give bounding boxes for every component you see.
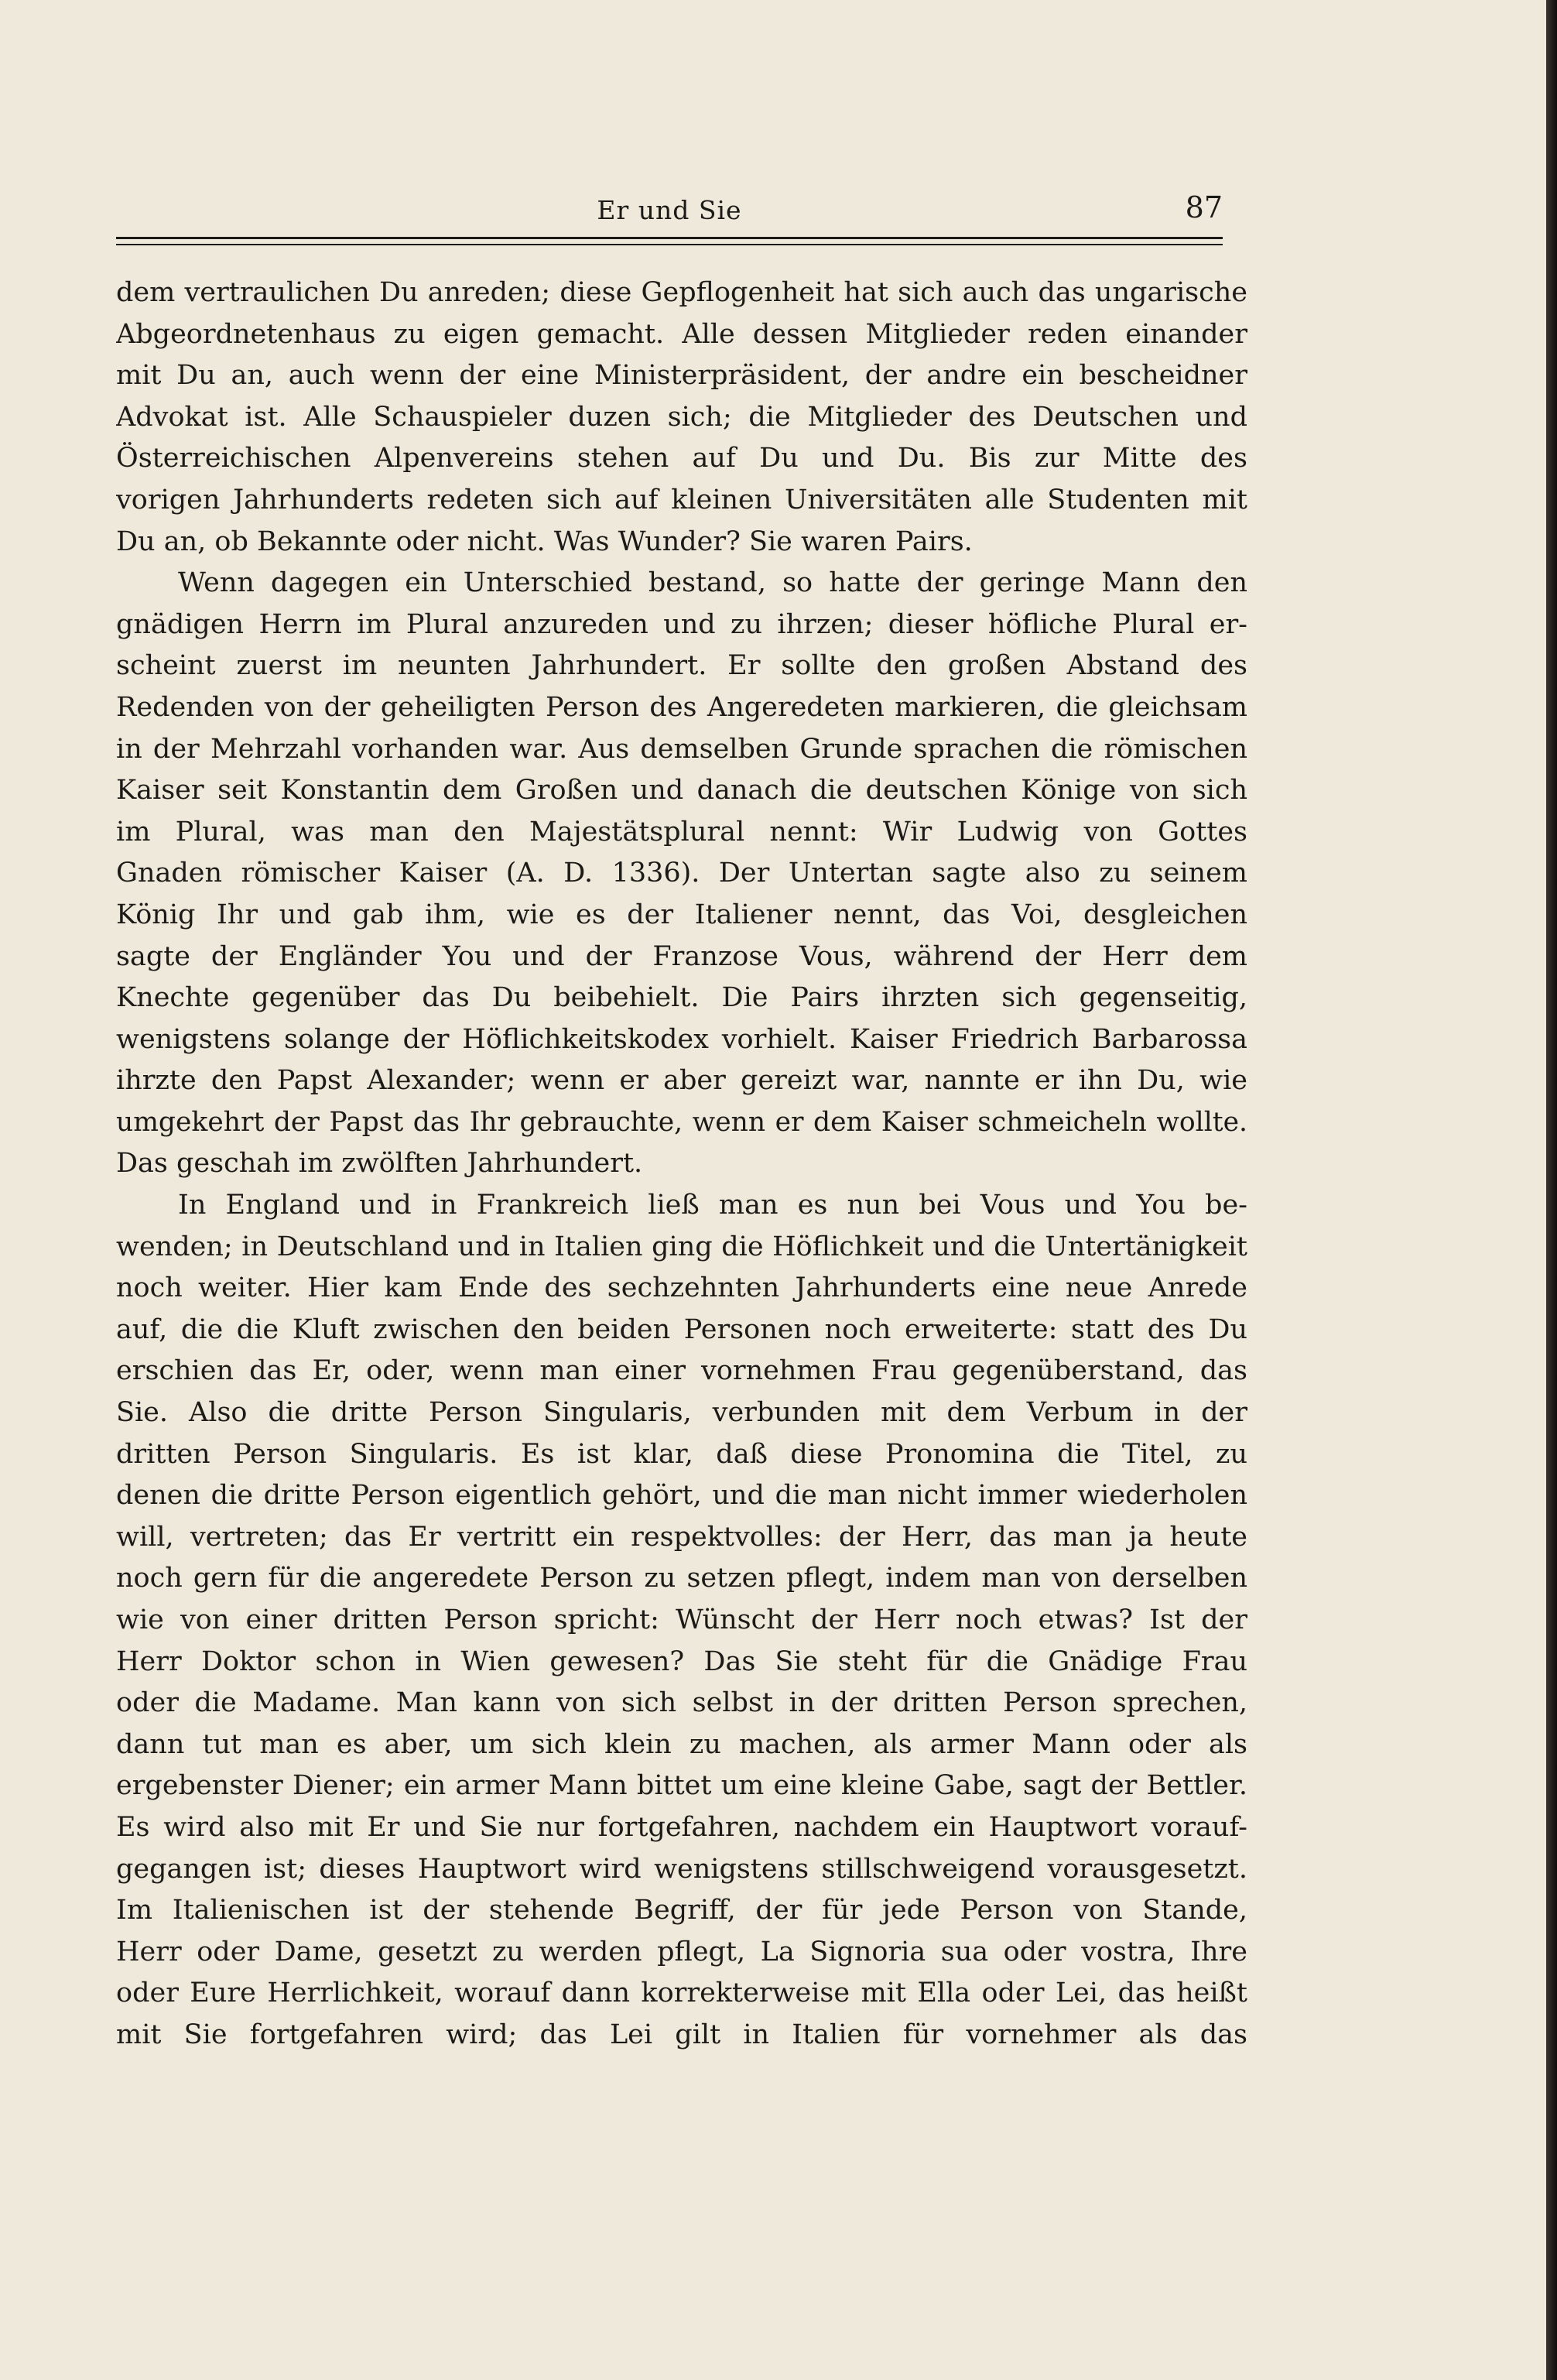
text-line: In England und in Frankreich ließ man es nun bei Vous und You be- [178,1190,1247,1221]
text-line: vorigen Jahrhunderts redeten sich auf kleinen Universitäten alle Studenten mit [116,484,1247,515]
text-line: Herr Doktor schon in Wien gewesen? Das Sie steht für die Gnädige Frau [116,1645,1247,1677]
text-line: Kaiser seit Konstantin dem Großen und danach die deutschen Könige von sich [116,775,1247,806]
text-line: erschien das Er, oder, wenn man einer vornehmen Frau gegenüberstand, das [116,1355,1247,1387]
text-line: Redenden von der geheiligten Person des Angeredeten markieren, die gleichsam [116,691,1247,723]
text-line: auf, die die Kluft zwischen den beiden Personen noch erweiterte: statt des Du [116,1313,1247,1345]
text-line: umgekehrt der Papst das Ihr gebrauchte, wenn er dem Kaiser schmeicheln wollte. [116,1106,1247,1138]
text-line: Abgeordnetenhaus zu eigen gemacht. Alle dessen Mitglieder reden einander [116,318,1247,350]
text-line: sagte der Engländer You und der Franzose Vous, während der Herr dem [116,940,1247,972]
text-line: ihrzte den Papst Alexander; wenn er aber gereizt war, nannte er ihn Du, wie [116,1065,1247,1097]
text-line: mit Sie fortgefahren wird; das Lei gilt in Italien für vornehmer als das [116,2019,1247,2050]
page-number: 87 [1185,190,1223,224]
body-text [116,272,1247,2056]
text-line: Wenn dagegen ein Unterschied bestand, so hatte der geringe Mann den [178,567,1247,599]
text-line: Im Italienischen ist der stehende Begriff, der für jede Person von Stande, [116,1895,1247,1926]
text-line: Gnaden römischer Kaiser (A. D. 1336). Der Untertan sagte also zu seinem [116,858,1247,889]
text-line: König Ihr und gab ihm, wie es der Italiener nennt, das Voi, desgleichen [116,899,1247,930]
text-line: oder Eure Herrlichkeit, worauf dann korrekterweise mit Ella oder Lei, das heißt [116,1978,1247,2009]
text-line: gegangen ist; dieses Hauptwort wird wenigstens stillschweigend vorausgesetzt. [116,1853,1247,1885]
text-line: mit Du an, auch wenn der eine Ministerpräsident, der andre ein bescheidner [116,360,1247,392]
text-line: wenden; in Deutschland und in Italien ging die Höflichkeit und die Untertänigkeit [116,1231,1247,1262]
text-line: Das geschah im zwölften Jahrhundert. [116,1148,643,1180]
text-line: dann tut man es aber, um sich klein zu machen, als armer Mann oder als [116,1728,1247,1760]
text-line: scheint zuerst im neunten Jahrhundert. Er sollte den großen Abstand des [116,650,1247,682]
text-line: oder die Madame. Man kann von sich selbst in der dritten Person sprechen, [116,1687,1247,1719]
text-line: dritten Person Singularis. Es ist klar, daß diese Pronomina die Titel, zu [116,1438,1247,1470]
header-rule-bottom [116,244,1223,245]
text-line: Advokat ist. Alle Schauspieler duzen sich; die Mitglieder des Deutschen und [116,401,1247,433]
text-line: Du an, ob Bekannte oder nicht. Was Wunder? Sie waren Pairs. [116,526,973,557]
running-header [116,189,1223,235]
text-line: wenigstens solange der Höflichkeitskodex vorhielt. Kaiser Friedrich Barbarossa [116,1023,1247,1055]
text-line: denen die dritte Person eigentlich gehört, und die man nicht immer wiederholen [116,1480,1247,1512]
text-line: will, vertreten; das Er vertritt ein respektvolles: der Herr, das man ja heute [116,1521,1247,1553]
text-line: ergebenster Diener; ein armer Mann bittet um eine kleine Gabe, sagt der Bettler. [116,1770,1247,1802]
text-line: noch gern für die angeredete Person zu setzen pflegt, indem man von derselben [116,1563,1247,1594]
text-line: gnädigen Herrn im Plural anzureden und zu ihrzen; dieser höfliche Plural er- [116,608,1247,640]
text-line: Sie. Also die dritte Person Singularis, verbunden mit dem Verbum in der [116,1397,1247,1429]
text-line: Es wird also mit Er und Sie nur fortgefahren, nachdem ein Hauptwort vorauf- [116,1811,1247,1843]
text-line: dem vertraulichen Du anreden; diese Gepflogenheit hat sich auch das ungarische [116,277,1247,308]
text-line: noch weiter. Hier kam Ende des sechzehnten Jahrhunderts eine neue Anrede [116,1272,1247,1304]
text-line: Knechte gegenüber das Du beibehielt. Die Pairs ihrzten sich gegenseitig, [116,982,1247,1014]
text-line: Herr oder Dame, gesetzt zu werden pflegt, La Signoria sua oder vostra, Ihre [116,1936,1247,1967]
text-line: im Plural, was man den Majestätsplural nennt: Wir Ludwig von Gottes [116,816,1247,848]
page-edge [1546,0,1557,2380]
text-line: in der Mehrzahl vorhanden war. Aus demselben Grunde sprachen die römischen [116,733,1247,765]
text-line: wie von einer dritten Person spricht: Wünscht der Herr noch etwas? Ist der [116,1604,1247,1635]
running-title: Er und Sie [597,195,742,225]
text-line: Österreichischen Alpenvereins stehen auf Du und Du. Bis zur Mitte des [116,443,1247,474]
header-rule-top [116,237,1223,239]
